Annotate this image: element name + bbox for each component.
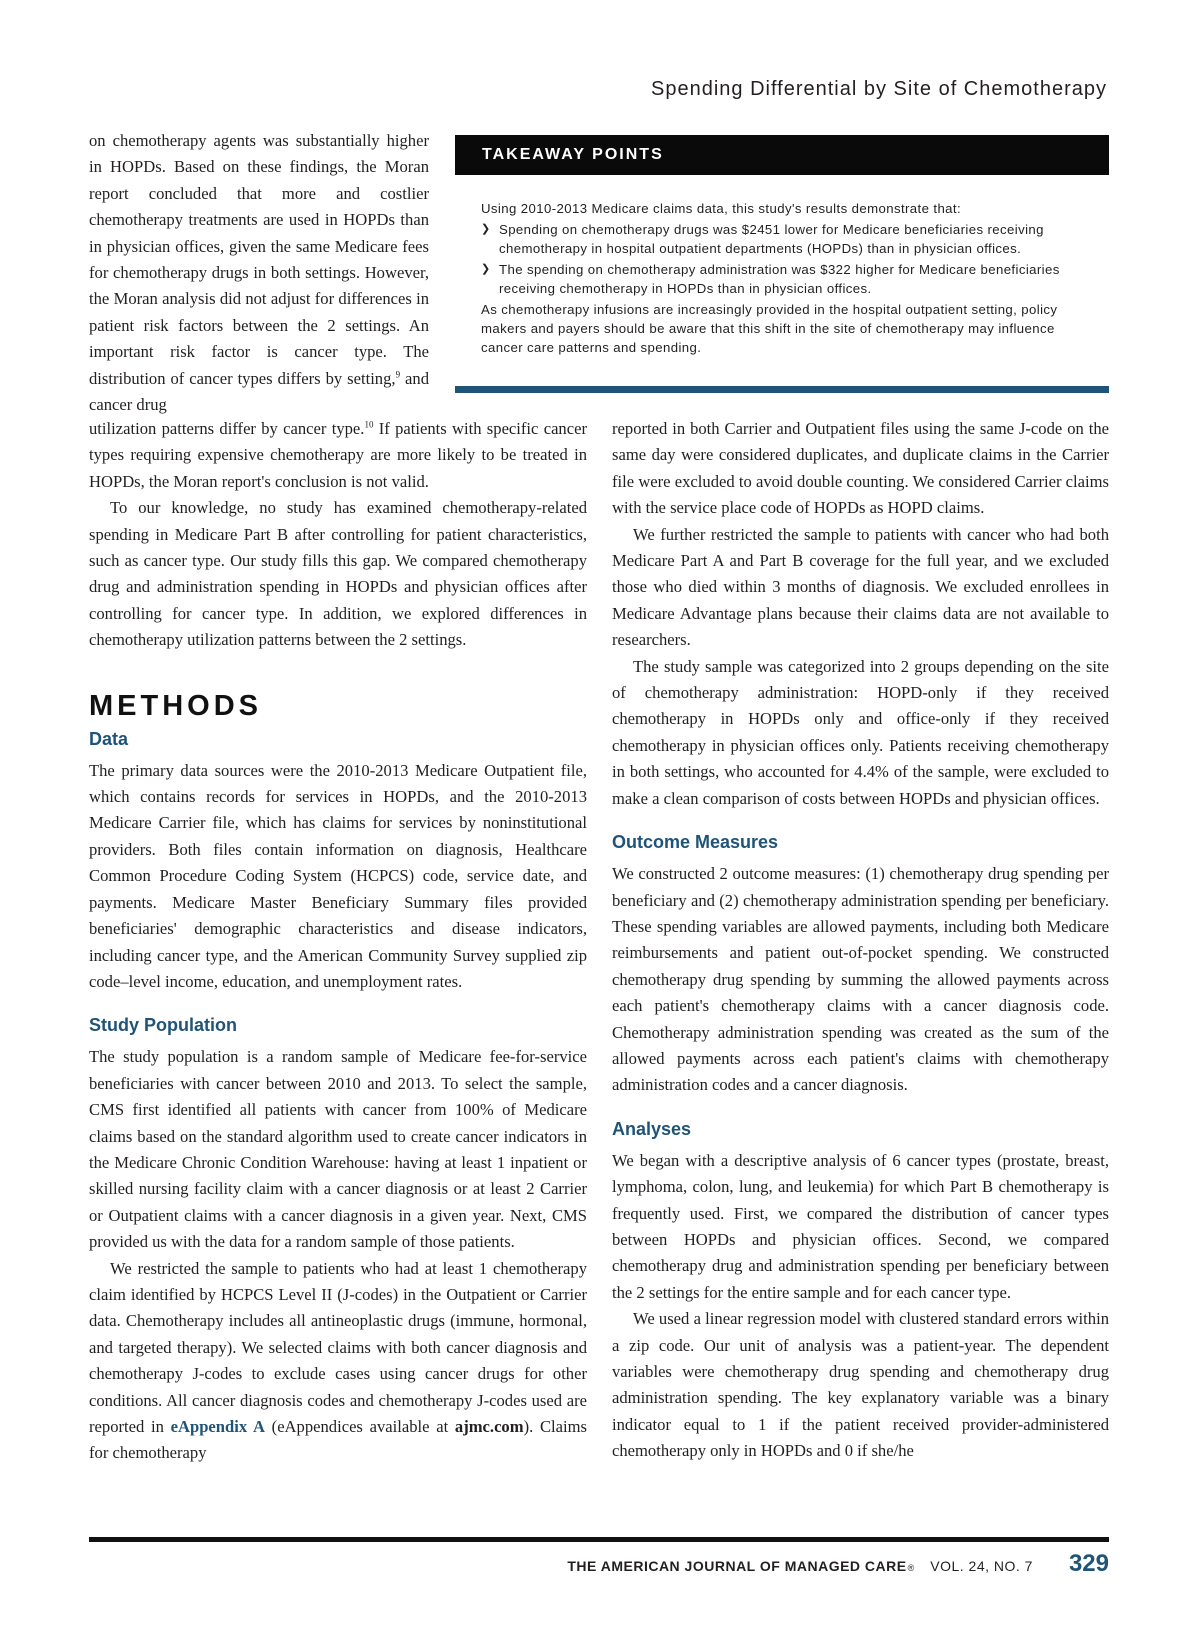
takeaway-conclusion: As chemotherapy infusions are increasingly provided in the hospital outpatient setting, policy makers and payers should be aware that this shift in the site of chemotherapy may influence cancer care patterns and spending. [481,302,1058,355]
data-subheading: Data [89,728,129,749]
intro-paragraph-2: To our knowledge, no study has examined chemotherapy-related spending in Medicare Part B after controlling for patient characteristics, such as cancer type. Our study fills this gap. We compared chemotherapy drug and administration spending in HOPDs and physician offices after controlling for cancer type. In addition, we explored differences in chemotherapy utilization patterns between the 2 settings. [89,498,587,650]
intro-paragraph-continued [89,416,587,495]
takeaway-box [455,135,1109,393]
population-paragraph-1: The study population is a random sample of Medicare fee-for-service beneficiaries with cancer between 2010 and 2013. To select the sample, CMS first identified all patients with cancer from 100% of Medicare claims based on the standard algorithm used to create cancer indicators in the Medicare Chronic Condition Warehouse: having at least 1 inpatient or skilled nursing facility claim with a cancer diagnosis or at least 2 Carrier or Outpatient claims with a cancer diagnosis in a given year. Next, CMS provided us with the data for a random sample of those patients. [89,1047,587,1252]
footer-rule [89,1537,1109,1542]
intro-top-column [89,128,429,418]
volume-issue: VOL. 24, NO. 7 [930,1558,1033,1574]
population-paragraph-2 [89,1256,587,1467]
outcome-measures-subheading: Outcome Measures [612,832,779,853]
ajmc-site-link[interactable]: ajmc.com [454,1417,524,1436]
analyses-subheading: Analyses [612,1118,692,1139]
journal-name: THE AMERICAN JOURNAL OF MANAGED CARE [567,1558,907,1574]
reference-9: 9 [395,369,401,380]
outcome-paragraph: We constructed 2 outcome measures: (1) chemotherapy drug spending per beneficiary and (2) chemotherapy administration spending per beneficiary. These spending variables are allowed payments, including both Medicare reimbursements and patient out-of-pocket spending. We constructed chemotherapy drug spending by summing the allowed payments across each patient's chemotherapy claims with a cancer diagnosis code. Chemotherapy administration spending was created as the sum of the allowed payments across each patient's claims with chemotherapy administration codes and a cancer diagnosis. [612,864,1109,1095]
takeaway-title: TAKEAWAY POINTS [455,135,1109,175]
takeaway-bottom-rule [455,386,1109,393]
population-text-b: (eAppendices available at [264,1417,455,1436]
page-number: 329 [1068,1550,1109,1577]
chevron-right-icon: ❯ [481,223,491,235]
takeaway-bullet [481,220,1085,258]
reference-10: 10 [364,419,374,430]
left-column [89,416,587,1467]
methods-heading: METHODS [89,689,262,722]
eappendix-a-link[interactable]: eAppendix A [170,1417,265,1436]
takeaway-bullet-text: The spending on chemotherapy administration was $322 higher for Medicare beneficiaries receiving chemotherapy in HOPDs than in physician offices. [499,262,1060,296]
intro-continued-text-b: If patients with specific cancer types requiring expensive chemotherapy are more likely to be treated in HOPDs, the Moran report's conclusion is not valid. [89,419,587,491]
takeaway-bullet [481,260,1085,298]
population-text: We restricted the sample to patients who had at least 1 chemotherapy claim identified by HCPCS Level II (J-codes) in the Outpatient or Carrier data. Chemotherapy includes all antineoplastic drugs (immune, hormonal, and targeted therapy). We selected claims with both cancer diagnosis and chemotherapy J-codes to exclude cases using cancer drugs for other conditions. All cancer diagnosis codes and chemotherapy J-codes used are reported in [89,1258,587,1436]
running-title: Spending Differential by Site of Chemotherapy [651,78,1107,100]
chevron-right-icon: ❯ [481,263,491,275]
population-text-c: ). Claims for chemotherapy [89,1417,587,1463]
intro-text-tail: and cancer drug [89,368,430,415]
population-paragraph-4: We further restricted the sample to patients with cancer who had both Medicare Part A and Part B coverage for the full year, and we excluded those who died within 3 months of diagnosis. We excluded enrollees in Medicare Advantage plans because their claims data are not available to researchers. [612,524,1109,650]
study-population-subheading: Study Population [89,1015,237,1036]
analyses-paragraph-1: We began with a descriptive analysis of 6 cancer types (prostate, breast, lymphoma, colon, lung, and leukemia) for which Part B chemotherapy is frequently used. First, we compared the distribution of cancer types between HOPDs and physician offices. Second, we compared chemotherapy drug and administration spending per beneficiary between the 2 settings for the entire sample and for each cancer type. [612,1150,1109,1302]
registered-mark: ® [907,1563,915,1573]
population-paragraph-3: reported in both Carrier and Outpatient files using the same J-code on the same day were considered duplicates, and duplicate claims in the Carrier file were excluded to avoid double counting. We considered Carrier claims with the service place code of HOPDs as HOPD claims. [612,419,1109,518]
right-column [612,416,1109,1465]
takeaway-bullet-list [481,220,1085,298]
intro-text: on chemotherapy agents was substantially higher in HOPDs. Based on these findings, the Moran report concluded that more and costlier chemotherapy treatments are used in HOPDs than in physician offices, given the same Medicare fees for chemotherapy drugs in both settings. However, the Moran analysis did not adjust for differences in patient risk factors between the 2 settings. An important risk factor is cancer type. The distribution of cancer types differs by setting, [89,131,429,388]
analyses-paragraph-2: We used a linear regression model with clustered standard errors within a zip code. Our unit of analysis was a patient-year. The dependent variables were chemotherapy drug spending and chemotherapy drug administration spending. The key explanatory variable was a binary indicator equal to 1 if the patient received provider-administered chemotherapy only in HOPDs and 0 if she/he [612,1309,1109,1461]
data-paragraph: The primary data sources were the 2010-2013 Medicare Outpatient file, which contains records for services in HOPDs, and the 2010-2013 Medicare Carrier file, which has claims for services by noninstitutional providers. Both files contain information on diagnosis, Healthcare Common Procedure Coding System (HCPCS) code, service date, and payments. Medicare Master Beneficiary Summary files provided beneficiaries' demographic characteristics and disease indicators, including cancer type, and the American Community Survey supplied zip code–level income, education, and unemployment rates. [89,760,587,991]
intro-continued-text: utilization patterns differ by cancer type. [89,419,365,438]
intro-paragraph-start [89,128,429,418]
takeaway-bullet-text: Spending on chemotherapy drugs was $2451 lower for Medicare beneficiaries receiving chemotherapy in hospital outpatient departments (HOPDs) than in physician offices. [499,222,1044,256]
page-footer [567,1550,1109,1578]
population-paragraph-5: The study sample was categorized into 2 groups depending on the site of chemotherapy administration: HOPD-only if they received chemotherapy in HOPDs only and office-only if they received chemotherapy in physician offices only. Patients receiving chemotherapy in both settings, who accounted for 4.4% of the sample, were excluded to make a clean comparison of costs between HOPDs and physician offices. [612,656,1109,808]
takeaway-intro: Using 2010-2013 Medicare claims data, this study's results demonstrate that: [481,201,962,216]
takeaway-body [455,175,1109,357]
